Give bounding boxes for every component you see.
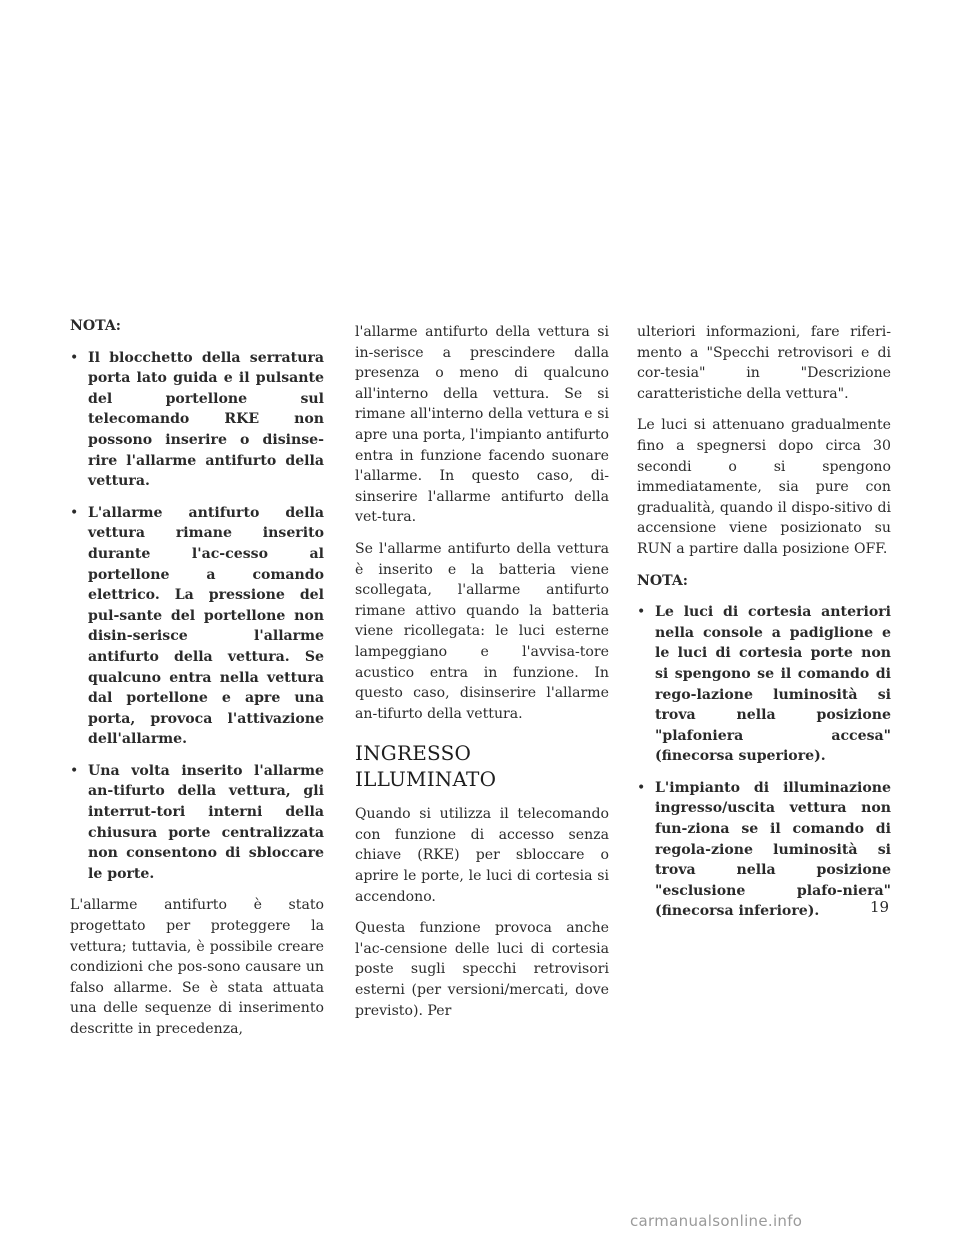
note-bullet-list — [70, 348, 324, 885]
note-bullet: • L'impianto di illuminazione ingresso/uscita vettura non fun-ziona se il comando di regola-zione luminosità si trova nella posizione "esclusione plafo-niera" (finecorsa inferiore). — [637, 779, 891, 920]
note-label: NOTA: — [70, 318, 122, 334]
note-bullet: • Una volta inserito l'allarme an-tifurto della vettura, gli interrut-tori interni della chiusura porte centralizzata non consentono di sbloccare le porte. — [70, 762, 324, 882]
watermark-link[interactable]: carmanualsonline.info — [630, 1212, 803, 1230]
body-paragraph: L'allarme antifurto è stato progettato per proteggere la vettura; tuttavia, è possibile creare condizioni che pos-sono causare un falso allarme. Se è stata attuata una delle sequenze di inserimento descritte in precedenza, — [70, 897, 324, 1037]
page-number: 19 — [870, 898, 890, 916]
note-bullet-list — [637, 602, 891, 922]
column-1 — [70, 316, 324, 1051]
note-label: NOTA: — [637, 572, 689, 589]
bullet-dot-icon: • — [70, 349, 79, 366]
section-heading: INGRESSO ILLUMINATO — [355, 741, 497, 792]
note-bullet: • Il blocchetto della serratura porta lato guida e il pulsante del portellone sul telecomando RKE non possono inserire o disinse-rire l'allarme antifurto della vettura. — [70, 349, 324, 490]
column-3 — [637, 322, 891, 933]
column-2 — [355, 322, 609, 1032]
body-paragraph: Le luci si attenuano gradualmente fino a spegnersi dopo circa 30 secondi o si spengono immediatamente, sia pure con gradualità, quando il dispo-sitivo di accensione viene posizionato su RUN a partire dalla posizione OFF. — [637, 417, 891, 557]
bullet-dot-icon: • — [70, 762, 79, 779]
bullet-dot-icon: • — [637, 604, 646, 621]
note-bullet: • L'allarme antifurto della vettura rimane inserito durante l'ac-cesso al portellone a comando elettrico. La pressione del pul-sante del portellone non disin-serisce l'allarme antifurto della vettura. Se qualcuno entra nella vettura dal portellone e apre una porta, provoca l'attivazione dell'allarme. — [70, 504, 324, 748]
body-paragraph: ulteriori informazioni, fare riferi-mento a "Specchi retrovisori e di cor-tesia" in "Descrizione caratteristiche della vettura". — [637, 324, 891, 402]
body-paragraph: Quando si utilizza il telecomando con funzione di accesso senza chiave (RKE) per sbloccare o aprire le porte, le luci di cortesia si accendono. — [355, 806, 609, 905]
body-paragraph: Se l'allarme antifurto della vettura è inserito e la batteria viene scollegata, l'allarme antifurto rimane attivo quando la batteria viene ricollegata: le luci esterne lampeggiano e l'avvisa-tore acustico entra in funzione. In questo caso, disinserire l'allarme an-tifurto della vettura. — [355, 540, 609, 722]
bullet-dot-icon: • — [70, 504, 79, 521]
body-paragraph: l'allarme antifurto della vettura si in-serisce a prescindere dalla presenza o meno di qualcuno all'interno della vettura. Se si rimane all'interno della vettura e si apre una porta, l'impianto antifurto entra in funzione facendo suonare l'allarme. In questo caso, di-sinserire l'allarme antifurto della vet-tura. — [355, 324, 610, 526]
note-bullet: • Le luci di cortesia anteriori nella console a padiglione e le luci di cortesia porte non si spengono se il comando di rego-lazione luminosità si trova nella posizione "plafoniera accesa" (finecorsa superiore). — [637, 604, 891, 765]
bullet-dot-icon: • — [637, 779, 646, 796]
body-paragraph: Questa funzione provoca anche l'ac-censione delle luci di cortesia poste sugli specchi retrovisori esterni (per versioni/mercati, dove previsto). Per — [355, 920, 609, 1019]
